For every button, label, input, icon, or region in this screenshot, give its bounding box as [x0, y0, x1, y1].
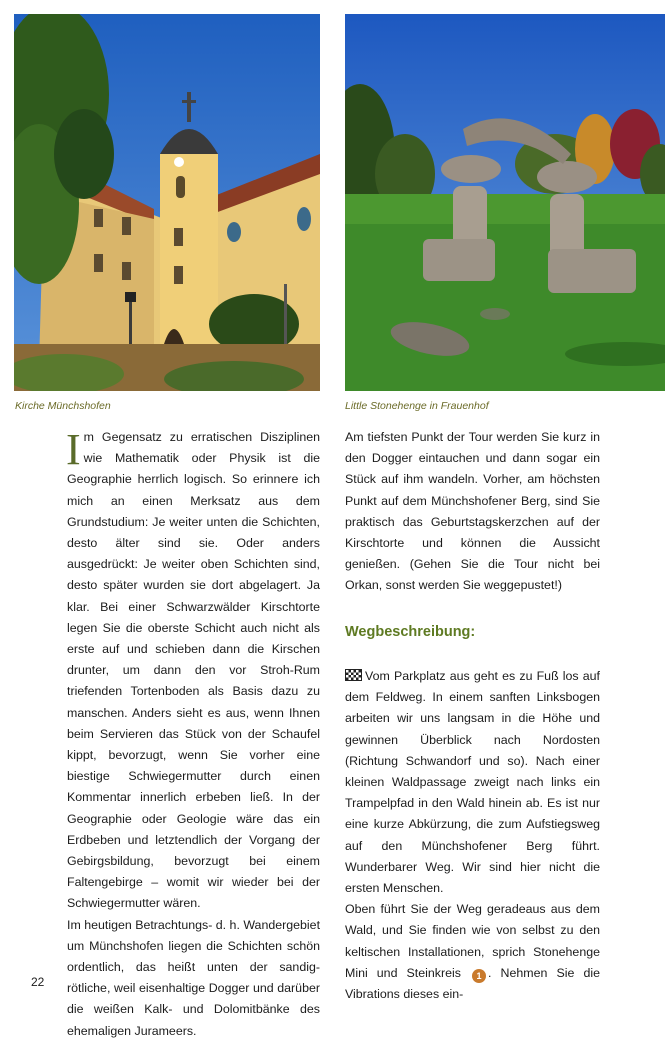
summit-paragraph [345, 899, 600, 1005]
caption-church: Kirche Münchshofen [15, 400, 111, 412]
photo-church [14, 14, 320, 391]
route-description [345, 666, 600, 1005]
summit-text-end: . Nehmen Sie die Vibrations dieses ein- [345, 965, 600, 1002]
summit-text: Oben führt Sie der Weg geradeaus aus dem Wald, und Sie finden wie von selbst zu den keltischen Installationen, sprich Stonehenge Mini und Steinkreis [345, 902, 600, 980]
right-text-column-top [345, 427, 600, 597]
photo-stonehenge [345, 14, 665, 391]
page-number: 22 [31, 975, 45, 989]
left-text-column [67, 427, 320, 1042]
route-text: Vom Parkplatz aus geht es zu Fuß los auf dem Feldweg. In einem sanften Linksbogen arbeiten wir uns langsam in die Höhe und gewinnen Überblick nach Nordosten (Richtung Schwandorf und so). Nach einer kleinen Waldpassage zweigt nach links ein Trampelpfad in den Wald hinein ab. Es ist nur eine kurze Abkürzung, die zum Aufstiegsweg auf den Münchshofener Berg führt. Wunderbarer Weg. Wir sind hier nicht die ersten Menschen. [345, 669, 600, 896]
drop-cap: I [66, 425, 81, 474]
section-heading: Wegbeschreibung: [345, 624, 476, 640]
intro-paragraph [67, 427, 320, 915]
numbered-marker-icon: 1 [472, 969, 486, 983]
stonehenge-illustration [345, 14, 665, 391]
route-paragraph [345, 666, 600, 899]
intro-text: m Gegensatz zu erratischen Disziplinen wie Mathematik oder Physik ist die Geographie herrlich logisch. So erinnere ich mich an einen Merksatz aus dem Grundstudium: Je weiter unten die Schichten, desto älter sind sie. Oder anders ausgedrückt: Je weiter oben Schichten sind, desto später wurden sie dort abgelagert. Ja klar. Bei einer Schwarzwälder Kirschtorte legen Sie die oberste Schicht auch nicht als erste auf und schieben dann die Kirschen drunter, um dann den vor Stroh-Rum triefenden Tortenboden als Basis dazu zu manschen. Anders sieht es aus, wenn Ihnen beim Servieren das Stück von der Schaufel kippt, bevorzugt, wenn Sie vorher eine biestige Schwiegermutter durch einen Kommentar innerlich erbeben ließ. In der Geographie oder Geologie wäre das ein Erdbeben und letztendlich der Vorgang der Gebirgsbildung, bevorzugt bei einem Faltengebirge – womit wir wieder bei der Schwiegermutter wären. [67, 430, 320, 911]
geology-paragraph: Im heutigen Betrachtungs- d. h. Wandergebiet um Münchshofen liegen die Schichten schön ordentlich, das heißt unten der sandig-rötliche, weil eisenhaltige Dogger und darüber die weißen Kalk- und Dolomitbänke des ehemaligen Jurameers. [67, 917, 321, 1038]
tour-paragraph: Am tiefsten Punkt der Tour werden Sie kurz in den Dogger eintauchen und dann sogar ein Stück auf ihm wandeln. Vorher, am höchsten Punkt auf dem Münchshofener Berg, sind Sie praktisch das Geburtstagskerzchen auf der Kirschtorte und können die Aussicht genießen. (Gehen Sie die Tour nicht bei Orkan, sonst werden Sie weggepustet!) [345, 430, 600, 593]
checkered-flag-icon [345, 669, 362, 681]
church-illustration [14, 14, 320, 391]
caption-stonehenge: Little Stonehenge in Frauenhof [345, 400, 489, 412]
